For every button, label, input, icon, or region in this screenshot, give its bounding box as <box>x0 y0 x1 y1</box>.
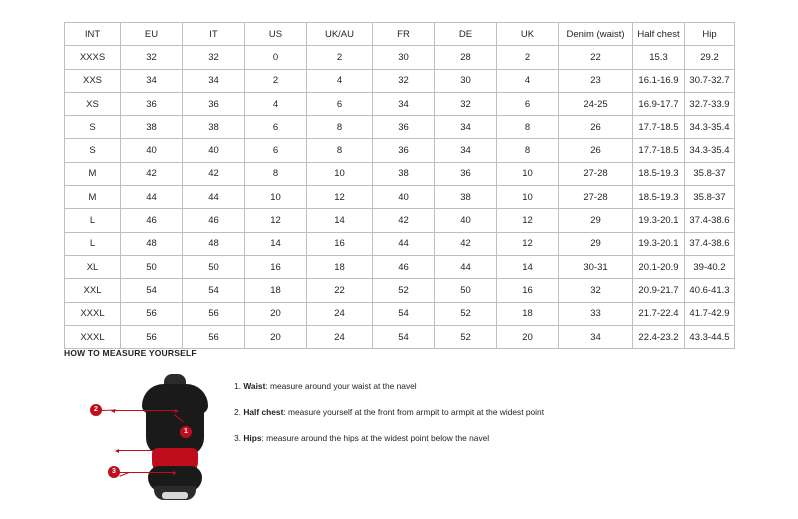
column-header-eu: EU <box>121 23 183 46</box>
cell: 18 <box>245 279 307 302</box>
table-row <box>65 46 735 69</box>
cell: 33 <box>559 302 633 325</box>
cell: 40 <box>121 139 183 162</box>
cell: 42 <box>183 162 245 185</box>
cell: 56 <box>183 325 245 348</box>
cell: XXL <box>65 279 121 302</box>
table-header-row <box>65 23 735 46</box>
table-row <box>65 116 735 139</box>
cell: M <box>65 162 121 185</box>
cell: 43.3-44.5 <box>685 325 735 348</box>
cell: 36 <box>435 162 497 185</box>
cell: 41.7-42.9 <box>685 302 735 325</box>
cell: 34.3-35.4 <box>685 139 735 162</box>
cell: 39-40.2 <box>685 255 735 278</box>
cell: 18.5-19.3 <box>633 186 685 209</box>
table-row <box>65 279 735 302</box>
cell: 0 <box>245 46 307 69</box>
cell: 21.7-22.4 <box>633 302 685 325</box>
column-header-it: IT <box>183 23 245 46</box>
cell: 2 <box>307 46 373 69</box>
cell: 37.4-38.6 <box>685 232 735 255</box>
cell: 48 <box>183 232 245 255</box>
table-row <box>65 139 735 162</box>
cell: XXXL <box>65 302 121 325</box>
cell: 10 <box>497 186 559 209</box>
cell: 56 <box>121 302 183 325</box>
cell: 10 <box>307 162 373 185</box>
cell: 50 <box>183 255 245 278</box>
cell: 50 <box>121 255 183 278</box>
cell: 46 <box>121 209 183 232</box>
cell: 36 <box>373 116 435 139</box>
cell: 24 <box>307 302 373 325</box>
cell: 42 <box>435 232 497 255</box>
cell: 17.7-18.5 <box>633 139 685 162</box>
measure-badge-1: 1 <box>180 426 192 438</box>
cell: 19.3-20.1 <box>633 209 685 232</box>
cell: 6 <box>245 139 307 162</box>
cell: 20 <box>245 325 307 348</box>
cell: 36 <box>121 92 183 115</box>
cell: 40 <box>373 186 435 209</box>
cell: 30 <box>373 46 435 69</box>
column-header-us: US <box>245 23 307 46</box>
cell: 37.4-38.6 <box>685 209 735 232</box>
cell: 32 <box>373 69 435 92</box>
cell: 50 <box>435 279 497 302</box>
cell: 44 <box>435 255 497 278</box>
cell: 32 <box>121 46 183 69</box>
waist-measure-arrow-icon <box>118 450 172 451</box>
table-row <box>65 302 735 325</box>
cell: 54 <box>373 325 435 348</box>
measure-badge-2: 2 <box>90 404 102 416</box>
cell: 28 <box>435 46 497 69</box>
size-chart-container <box>64 22 734 349</box>
cell: 34 <box>183 69 245 92</box>
cell: 42 <box>373 209 435 232</box>
cell: 32 <box>183 46 245 69</box>
cell: 36 <box>373 139 435 162</box>
table-row <box>65 92 735 115</box>
cell: 8 <box>497 116 559 139</box>
cell: 34 <box>435 116 497 139</box>
measure-instruction-hips <box>234 432 544 445</box>
column-header-uk: UK <box>497 23 559 46</box>
cell: 27-28 <box>559 162 633 185</box>
cell: 18 <box>497 302 559 325</box>
cell: 42 <box>121 162 183 185</box>
cell: 52 <box>435 302 497 325</box>
cell: 12 <box>497 209 559 232</box>
cell: 4 <box>307 69 373 92</box>
cell: 44 <box>121 186 183 209</box>
cell: 34 <box>121 69 183 92</box>
table-row <box>65 186 735 209</box>
column-header-de: DE <box>435 23 497 46</box>
cell: 38 <box>435 186 497 209</box>
cell: 24-25 <box>559 92 633 115</box>
cell: 38 <box>373 162 435 185</box>
cell: 16.9-17.7 <box>633 92 685 115</box>
cell: 46 <box>183 209 245 232</box>
cell: 30 <box>435 69 497 92</box>
cell: 52 <box>435 325 497 348</box>
column-header-int: INT <box>65 23 121 46</box>
cell: 16 <box>245 255 307 278</box>
cell: 34 <box>559 325 633 348</box>
measure-instruction-term: Hips <box>243 433 262 443</box>
cell: 6 <box>497 92 559 115</box>
cell: 23 <box>559 69 633 92</box>
cell: XXXL <box>65 325 121 348</box>
cell: 16 <box>497 279 559 302</box>
cell: 6 <box>245 116 307 139</box>
cell: 22 <box>559 46 633 69</box>
half-chest-measure-arrow-icon <box>114 410 176 411</box>
cell: XXS <box>65 69 121 92</box>
column-header-half-chest: Half chest <box>633 23 685 46</box>
cell: 20 <box>245 302 307 325</box>
how-to-measure-body <box>64 368 754 493</box>
cell: 8 <box>497 139 559 162</box>
size-chart-body <box>65 46 735 349</box>
table-row <box>65 325 735 348</box>
cell: 22 <box>307 279 373 302</box>
cell: 2 <box>245 69 307 92</box>
cell: 38 <box>121 116 183 139</box>
cell: 40 <box>183 139 245 162</box>
mannequin-torso <box>118 374 174 482</box>
table-row <box>65 232 735 255</box>
cell: XL <box>65 255 121 278</box>
cell: 38 <box>183 116 245 139</box>
cell: 56 <box>183 302 245 325</box>
cell: 26 <box>559 116 633 139</box>
cell: 15.3 <box>633 46 685 69</box>
cell: 44 <box>373 232 435 255</box>
cell: 4 <box>497 69 559 92</box>
cell: XS <box>65 92 121 115</box>
measure-instruction-number: 2. <box>234 407 241 417</box>
cell: 20.1-20.9 <box>633 255 685 278</box>
column-header-fr: FR <box>373 23 435 46</box>
cell: 35.8-37 <box>685 162 735 185</box>
cell: 20 <box>497 325 559 348</box>
column-header-hip: Hip <box>685 23 735 46</box>
size-chart-header <box>65 23 735 46</box>
cell: 14 <box>497 255 559 278</box>
size-chart-table <box>64 22 735 349</box>
measure-instruction-term: Waist <box>243 381 266 391</box>
cell: 12 <box>497 232 559 255</box>
column-header-denim-waist: Denim (waist) <box>559 23 633 46</box>
cell: 32 <box>559 279 633 302</box>
cell: 14 <box>307 209 373 232</box>
cell: 48 <box>121 232 183 255</box>
measure-instruction-number: 1. <box>234 381 241 391</box>
measure-instruction-text: : measure around your waist at the navel <box>265 381 417 391</box>
cell: 54 <box>373 302 435 325</box>
how-to-measure-title: HOW TO MEASURE YOURSELF <box>64 348 197 358</box>
cell: XXXS <box>65 46 121 69</box>
measure-instruction-text: : measure yourself at the front from armpit to armpit at the widest point <box>283 407 545 417</box>
cell: 52 <box>373 279 435 302</box>
cell: 2 <box>497 46 559 69</box>
cell: 34.3-35.4 <box>685 116 735 139</box>
cell: 17.7-18.5 <box>633 116 685 139</box>
measure-instructions-list <box>234 368 544 458</box>
mannequin-illustration <box>88 368 208 493</box>
measure-instruction-number: 3. <box>234 433 241 443</box>
cell: 26 <box>559 139 633 162</box>
table-row <box>65 69 735 92</box>
cell: S <box>65 116 121 139</box>
cell: 24 <box>307 325 373 348</box>
cell: 40 <box>435 209 497 232</box>
cell: 18 <box>307 255 373 278</box>
cell: 40.6-41.3 <box>685 279 735 302</box>
cell: 34 <box>435 139 497 162</box>
cell: 16.1-16.9 <box>633 69 685 92</box>
how-to-measure-section <box>64 348 754 493</box>
measure-instruction-half-chest <box>234 406 544 419</box>
measure-instruction-term: Half chest <box>243 407 284 417</box>
cell: 12 <box>307 186 373 209</box>
cell: 54 <box>121 279 183 302</box>
cell: 35.8-37 <box>685 186 735 209</box>
cell: 30.7-32.7 <box>685 69 735 92</box>
cell: M <box>65 186 121 209</box>
cell: 27-28 <box>559 186 633 209</box>
cell: 32.7-33.9 <box>685 92 735 115</box>
cell: 22.4-23.2 <box>633 325 685 348</box>
cell: 29.2 <box>685 46 735 69</box>
cell: 29 <box>559 209 633 232</box>
cell: 54 <box>183 279 245 302</box>
cell: 20.9-21.7 <box>633 279 685 302</box>
cell: 8 <box>307 116 373 139</box>
cell: L <box>65 209 121 232</box>
column-header-uk-au: UK/AU <box>307 23 373 46</box>
cell: 56 <box>121 325 183 348</box>
cell: 10 <box>245 186 307 209</box>
cell: 36 <box>183 92 245 115</box>
cell: S <box>65 139 121 162</box>
cell: 32 <box>435 92 497 115</box>
cell: 14 <box>245 232 307 255</box>
measure-badge-3: 3 <box>108 466 120 478</box>
measure-instruction-waist <box>234 380 544 393</box>
cell: 19.3-20.1 <box>633 232 685 255</box>
cell: 34 <box>373 92 435 115</box>
table-row <box>65 162 735 185</box>
cell: 4 <box>245 92 307 115</box>
table-row <box>65 209 735 232</box>
cell: 8 <box>245 162 307 185</box>
cell: 8 <box>307 139 373 162</box>
table-row <box>65 255 735 278</box>
cell: 16 <box>307 232 373 255</box>
cell: 46 <box>373 255 435 278</box>
measure-instruction-text: : measure around the hips at the widest point below the navel <box>261 433 490 443</box>
cell: 44 <box>183 186 245 209</box>
cell: 6 <box>307 92 373 115</box>
mannequin-stand <box>162 492 188 499</box>
cell: 10 <box>497 162 559 185</box>
cell: 30-31 <box>559 255 633 278</box>
cell: L <box>65 232 121 255</box>
cell: 29 <box>559 232 633 255</box>
cell: 12 <box>245 209 307 232</box>
cell: 18.5-19.3 <box>633 162 685 185</box>
